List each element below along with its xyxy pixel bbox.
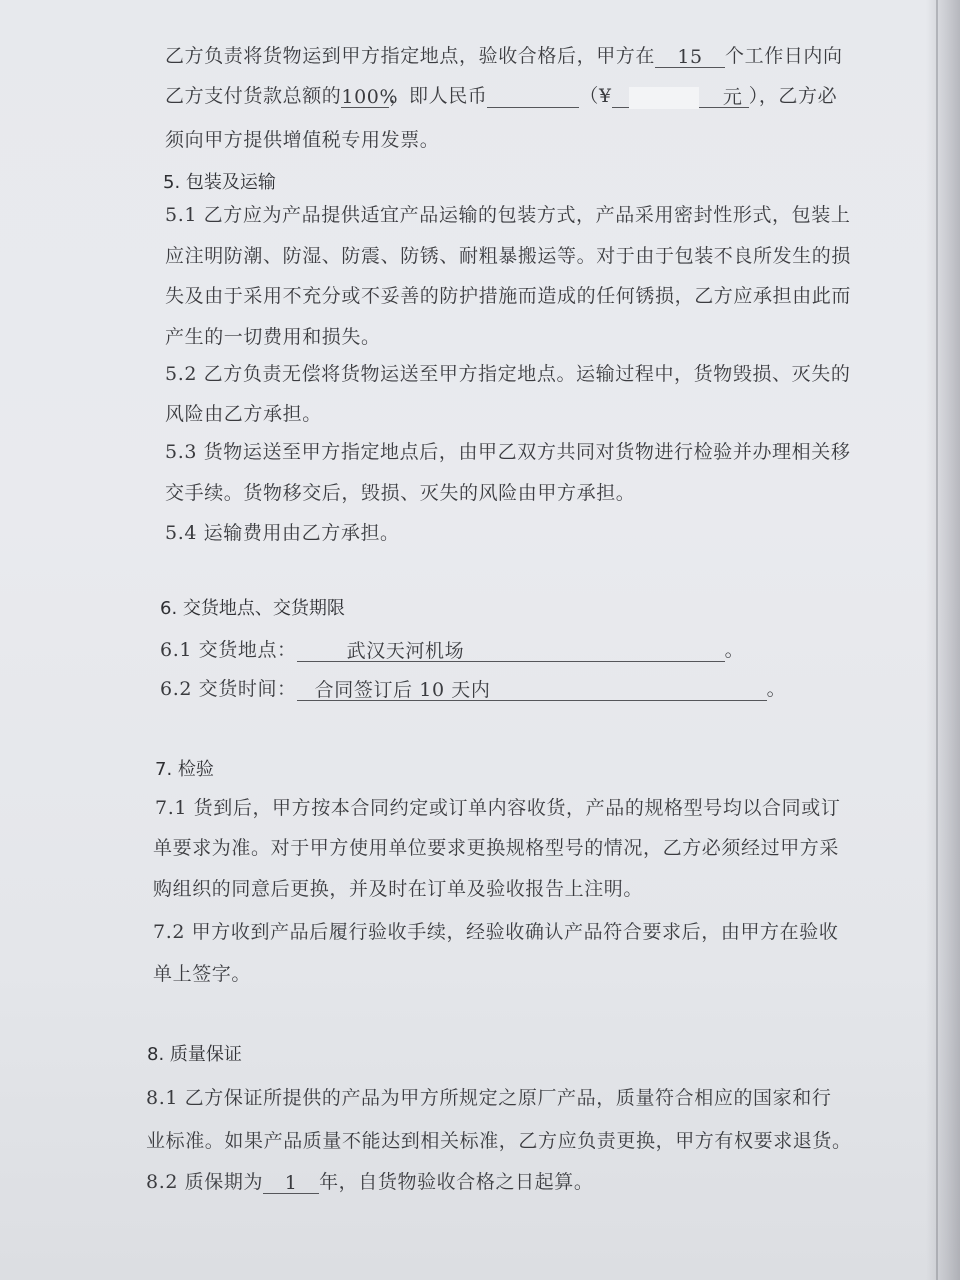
warranty-text: 年，自货物验收合格之日起算。 xyxy=(319,1171,594,1193)
delivery-time-line xyxy=(160,677,786,701)
payment-text: 个工作日内向 xyxy=(725,45,843,67)
payment-days-field: 15 xyxy=(655,45,725,68)
payment-text: 乙方负责将货物运到甲方指定地点，验收合格后，甲方在 xyxy=(165,45,656,67)
delivery-location-field xyxy=(297,639,725,662)
payment-amount-field xyxy=(612,85,717,108)
s7-p1-line-2: 单要求为准。对于甲方使用单位要求更换规格型号的情况，乙方必须经过甲方采 xyxy=(153,837,840,859)
s5-p1-line-3: 失及由于采用不充分或不妥善的防护措施而造成的任何锈损，乙方应承担由此而 xyxy=(165,285,852,307)
warranty-line xyxy=(146,1170,593,1194)
page-edge xyxy=(936,0,938,1280)
delivery-location-value: 武汉天河机场 xyxy=(346,640,465,662)
s5-p1-line-4: 产生的一切费用和损失。 xyxy=(165,326,381,348)
delivery-time-label: 6.2 交货时间： xyxy=(160,678,297,700)
payment-text: 乙方支付货款总额的 xyxy=(165,85,342,107)
s8-p1-line-2: 业标准。如果产品质量不能达到相关标准，乙方应负责更换，甲方有权要求退货。 xyxy=(146,1130,852,1152)
payment-line-3: 须向甲方提供增值税专用发票。 xyxy=(165,129,440,151)
payment-yuan: 元 xyxy=(717,85,749,108)
section-5-heading: 5. 包装及运输 xyxy=(163,172,276,193)
payment-line-1 xyxy=(165,44,843,68)
delivery-location-label: 6.1 交货地点： xyxy=(160,639,297,661)
delivery-location-line xyxy=(160,638,744,662)
payment-amount-words-field xyxy=(487,85,579,108)
period: 。 xyxy=(766,678,787,700)
delivery-time-value: 合同签订后 10 天内 xyxy=(314,679,491,701)
payment-percent-field: 100% xyxy=(341,86,399,108)
s7-p1-line-1: 7.1 货到后，甲方按本合同约定或订单内容收货，产品的规格型号均以合同或订 xyxy=(155,797,841,819)
s5-p3-line-2: 交手续。货物移交后，毁损、灭失的风险由甲方承担。 xyxy=(165,482,636,504)
s7-p1-line-3: 购组织的同意后更换，并及时在订单及验收报告上注明。 xyxy=(153,878,644,900)
payment-text: ，即人民币 xyxy=(389,85,488,107)
s5-p2-line-2: 风险由乙方承担。 xyxy=(165,403,322,425)
s5-p2-line-1: 5.2 乙方负责无偿将货物运送至甲方指定地点。运输过程中，货物毁损、灭失的 xyxy=(165,363,851,385)
warranty-label: 8.2 质保期为 xyxy=(146,1171,264,1193)
redaction-block xyxy=(629,87,699,109)
payment-text: ），乙方必 xyxy=(748,85,838,107)
section-6-heading: 6. 交货地点、交货期限 xyxy=(160,598,345,619)
payment-text: （¥ xyxy=(579,85,612,107)
s5-p1-line-2: 应注明防潮、防湿、防震、防锈、耐粗暴搬运等。对于由于包装不良所发生的损 xyxy=(165,245,852,267)
period: 。 xyxy=(724,639,745,661)
s5-p3-line-1: 5.3 货物运送至甲方指定地点后，由甲乙双方共同对货物进行检验并办理相关移 xyxy=(165,441,851,463)
payment-line-2 xyxy=(165,84,837,108)
s5-p4: 5.4 运输费用由乙方承担。 xyxy=(165,522,400,544)
delivery-time-field xyxy=(297,678,767,701)
section-7-heading: 7. 检验 xyxy=(155,759,214,780)
s5-p1-line-1: 5.1 乙方应为产品提供适宜产品运输的包装方式，产品采用密封性形式，包装上 xyxy=(165,204,851,226)
s7-p2-line-1: 7.2 甲方收到产品后履行验收手续，经验收确认产品符合要求后，由甲方在验收 xyxy=(153,921,839,943)
warranty-years-field: 1 xyxy=(263,1171,319,1194)
s7-p2-line-2: 单上签字。 xyxy=(153,963,252,985)
s8-p1-line-1: 8.1 乙方保证所提供的产品为甲方所规定之原厂产品，质量符合相应的国家和行 xyxy=(146,1087,832,1109)
page-edge-shadow xyxy=(926,0,960,1280)
section-8-heading: 8. 质量保证 xyxy=(147,1044,242,1065)
